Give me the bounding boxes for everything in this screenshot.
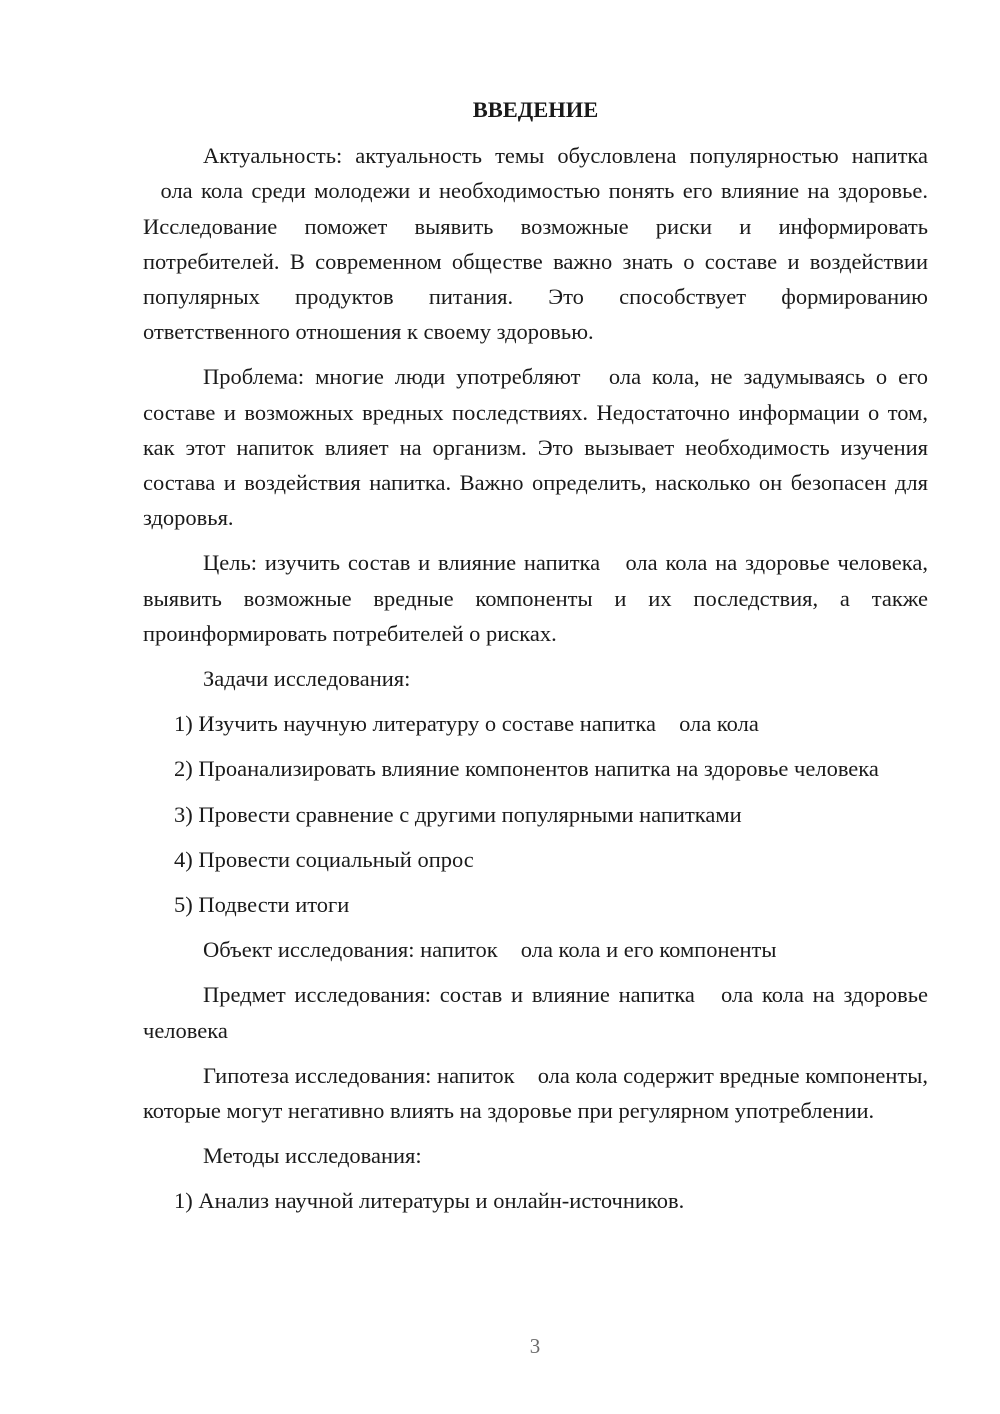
paragraph-subject: Предмет исследования: состав и влияние напитка ола кола на здоровье человека [143, 982, 928, 1043]
paragraph-problem: Проблема: многие люди употребляют ола кола, не задумываясь о его составе и возможных вредных последствиях. Недостаточно информации о том, как этот напиток влияет на организм. Это вызывает необходимость изучения состава и воздействия напитка. Важно определить, насколько он безопасен для здоровья. [143, 364, 928, 531]
section-title: ВВЕДЕНИЕ [472, 97, 599, 122]
paragraph-hypothesis: Гипотеза исследования: напиток ола кола содержит вредные компоненты, которые могут негативно влиять на здоровье при регулярном употреблении. [143, 1062, 928, 1124]
task-item-5: 5) Подвести итоги [174, 892, 350, 918]
paragraph-tasks-heading: Задачи исследования: [203, 666, 411, 692]
page-content [143, 92, 928, 1229]
task-item-2: 2) Проанализировать влияние компонентов напитка на здоровье человека [174, 756, 879, 782]
page-number: 3 [529, 1334, 541, 1358]
paragraph-object: Объект исследования: напиток ола кола и его компоненты [203, 937, 759, 963]
task-item-1: 1) Изучить научную литературу о составе напитка ола кола [174, 711, 742, 737]
paragraph-methods-heading: Методы исследования: [203, 1143, 422, 1169]
method-item-1: 1) Анализ научной литературы и онлайн-источников. [174, 1188, 685, 1214]
paragraph-relevance: Актуальность: актуальность темы обусловлена популярностью напитка ола кола среди молодежи и необходимостью понять его влияние на здоровье. Исследование поможет выявить возможные риски и информировать потребителей. В современном обществе важно знать о составе и воздействии популярных продуктов питания. Это способствует формированию ответственного отношения к своему здоровью. [143, 143, 928, 345]
paragraph-goal: Цель: изучить состав и влияние напитка ола кола на здоровье человека, выявить возможные вредные компоненты и их последствия, а также проинформировать потребителей о рисках. [143, 550, 928, 646]
task-item-3: 3) Провести сравнение с другими популярными напитками [174, 801, 742, 827]
task-item-4: 4) Провести социальный опрос [174, 846, 474, 872]
